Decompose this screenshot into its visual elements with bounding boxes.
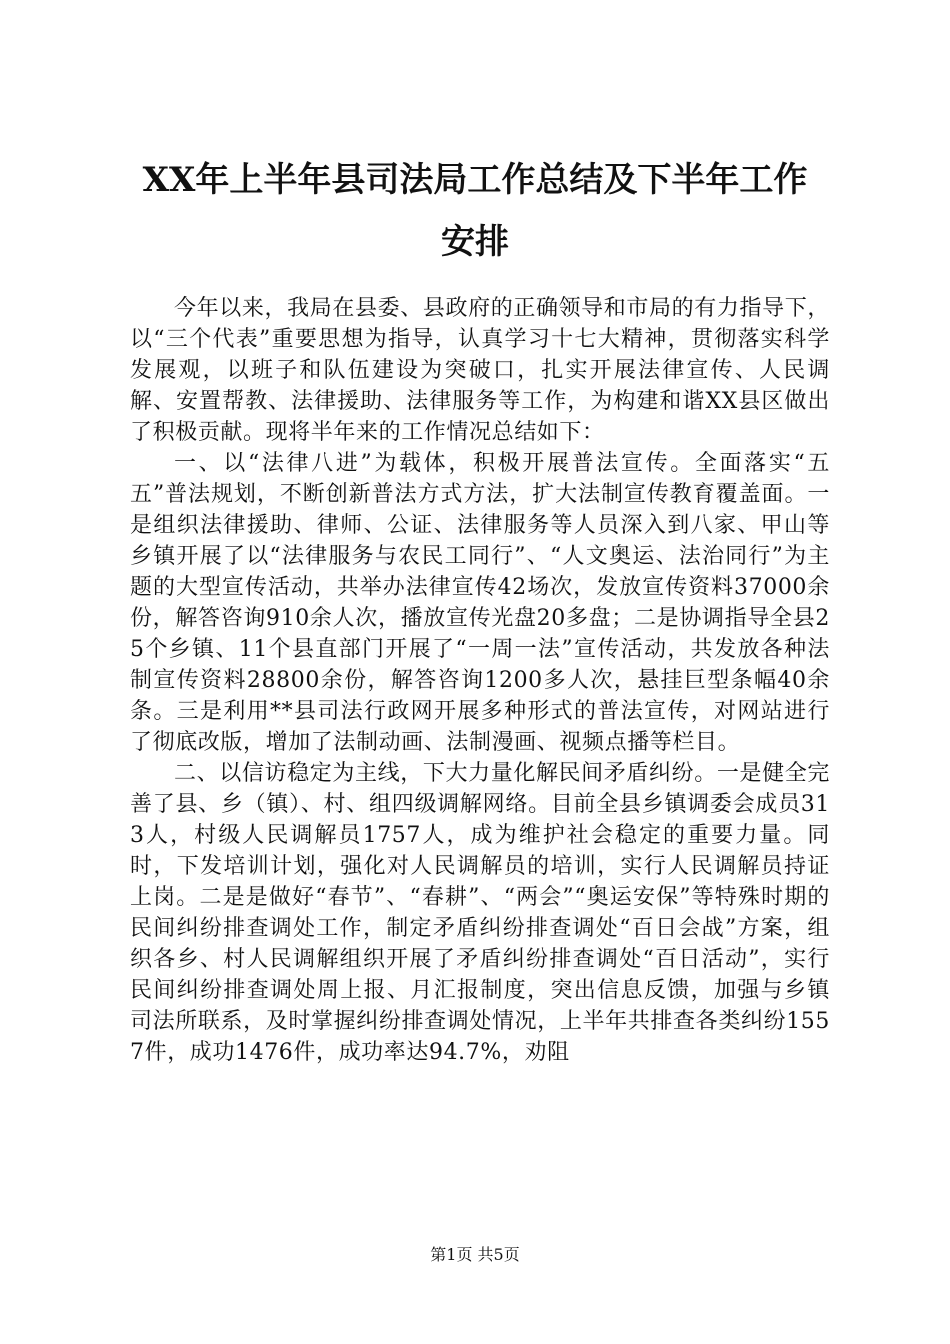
paragraph-intro: 今年以来，我局在县委、县政府的正确领导和市局的有力指导下，以“三个代表”重要思想为指导，认真学习十七大精神，贯彻落实科学发展观，以班子和队伍建设为突破口，扎实开展法律宣传、人民调解、安置帮教、法律援助、法律服务等工作，为构建和谐XX县区做出了积极贡献。现将半年来的工作情况总结如下： xyxy=(130,296,830,445)
document-title-line-2: 安排 xyxy=(441,222,509,262)
paragraph-section-1: 一、以“法律八进”为载体，积极开展普法宣传。全面落实“五五”普法规划，不断创新普法方式方法，扩大法制宣传教育覆盖面。一是组织法律援助、律师、公证、法律服务等人员深入到八家、甲山等乡镇开展了以“法律服务与农民工同行”、“人文奥运、法治同行”为主题的大型宣传活动，共举办法律宣传42场次，发放宣传资料37000余份，解答咨询910余人次，播放宣传光盘20多盘；二是协调指导全县25个乡镇、11个县直部门开展了“一周一法”宣传活动，共发放各种法制宣传资料28800余份，解答咨询1200多人次，悬挂巨型条幅40余条。三是利用**县司法行政网开展多种形式的普法宣传，对网站进行了彻底改版，增加了法制动画、法制漫画、视频点播等栏目。 xyxy=(130,451,830,755)
paragraph-section-2: 二、以信访稳定为主线，下大力量化解民间矛盾纠纷。一是健全完善了县、乡（镇）、村、组四级调解网络。目前全县乡镇调委会成员313人，村级人民调解员1757人，成为维护社会稳定的重要力量。同时，下发培训计划，强化对人民调解员的培训，实行人民调解员持证上岗。二是是做好“春节”、“春耕”、“两会”“奥运安保”等特殊时期的民间纠纷排查调处工作，制定矛盾纠纷排查调处“百日会战”方案，组织各乡、村人民调解组织开展了矛盾纠纷排查调处“百日活动”，实行民间纠纷排查调处周上报、月汇报制度，突出信息反馈，加强与乡镇司法所联系，及时掌握纠纷排查调处情况，上半年共排查各类纠纷1557件，成功1476件，成功率达94.7%，劝阻 xyxy=(130,761,830,1065)
document-body xyxy=(130,293,830,1068)
page-footer: 第1页 共5页 xyxy=(430,1245,520,1264)
document-title-line-1: XX年上半年县司法局工作总结及下半年工作 xyxy=(142,160,808,200)
